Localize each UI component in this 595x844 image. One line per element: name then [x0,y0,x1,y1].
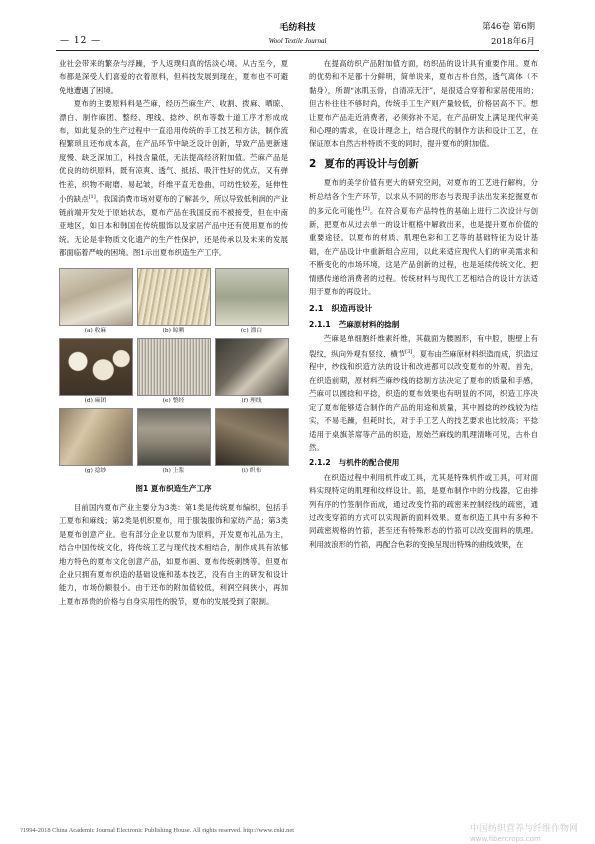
volume-issue: 第46卷 第6期 [482,22,535,32]
figure-panel [138,408,210,476]
paragraph: 目前国内夏布产业主要分为3类：第1类是传统夏布编织，包括手工夏布和麻线；第2类是机织夏布，用于服装服饰和家纺产品；第3类是夏布创意产业。也有部分企业以夏布为原料，开发夏布礼品为主，结合中国传统文化，将传统工艺与现代技术相结合，制作成具有浓郁地方特色的夏布文化创意产品，如夏布画、夏布传统刺绣等。但夏布企业只拥有夏布织造的基础设施和基本技艺，没有自主的研发和设计能力，市场份额很小。由于还布的附加值较低，利润空间狭小，再加上夏布昂贵的价格与自身实用性的脱节，夏布的发展受到了限制。 [59,502,288,606]
header-rule [56,50,539,51]
photo-weaving [215,408,289,466]
figure-panel [216,408,288,476]
paragraph-text: 。我国消费市场对夏布的了解甚少，所以导致低利润的产业链前端开发处于原始状态，夏布产品在我国反而不被接受，但在中南亚地区，如日本和韩国在传统服饰以及家居产品中还有使用夏布的传统。无论是非物质文化遗产的生产性保护，还是传承以及未来的发展都面临着严峻的困境。图1示出夏布织造生产工序。 [59,194,288,258]
section-title: 夏布的再设计与创新 [324,157,419,170]
figure-panel [216,268,288,336]
paragraph-text: 。夏布由苎麻原材料织造而成，织造过程中，纱线和织造方法的设计和改进都可以改变夏布的外观。首先，在织造前期，原材料苎麻纱线的捻制方法决定了夏布的质量和手感，苎麻可以圆捻和平捻，织造的夏布效果也有明显的不同，织造工序决定了夏布能够适合制作的产品的用途和质量，其中圆捻的纱线较为结实，不易毛躁，但耗时长，对于手工艺人的技艺要求也比较高；平捻适用于桌旗茶席等产品的织造，原始苎麻线的肌理清晰可见，古朴自然。 [309,349,538,452]
section-heading [309,158,538,171]
journal-title-cn: 毛纺科技 [279,23,316,33]
photo-sizing [137,408,211,466]
photo-arranging-threads [215,338,289,396]
subfigure-caption: (b) 晾晒 [162,327,185,334]
paragraph [309,332,538,454]
paragraph: 在提高纺织产品附加值方面，纺织品的设计具有重要作用。夏布的优势和不足都十分鲜明，简单说来，夏布古朴自然，透气离体（不黏身），所谓“冰肌玉骨，自清凉无汗”，是很适合穿着和家居使用的；但古朴往往不够时尚，传统手工生产则产量较低，价格居高不下。想让夏布产品走近消费者，必须弥补不足，在产品研发上满足现代审美和心理的需求，在设计理念上，结合现代的制作方法和设计工艺，在保证原本自然古朴特质不变的同时，提升夏布的附加值。 [309,59,538,149]
citation-ref[interactable]: [3] [405,348,413,355]
figure-panel [60,408,132,476]
figure-1 [59,268,288,495]
figure-panel [138,268,210,336]
section-title: 与机件的配合使用 [338,458,400,468]
subfigure-caption: (a) 收麻 [84,327,107,334]
subfigure-caption: (g) 捻纱 [84,467,107,474]
subfigure-caption: (f) 理线 [241,397,262,404]
section-number: 2 [309,157,317,170]
section-title: 织造再设计 [331,303,373,314]
figure-panel [216,338,288,406]
subfigure-caption: (e) 整经 [162,397,185,404]
figure-photo-grid [59,268,288,476]
paragraph [309,176,538,298]
paragraph-text: 苎麻是单细胞纤维素纤维，其截面为腰圆形，有中腔，胞壁上有裂纹，纵向外观有竖纹、横节 [309,334,538,359]
subfigure-caption: (i) 织布 [241,467,262,474]
section-number: 2.1 [309,303,324,314]
paragraph: 业社会带来的繁杂与浮躁，予人返璞归真的恬淡心境。从古至今，夏布都是深受人们喜爱的衣着原料，但科技发展到现在，夏布也不可避免地遭遇了困境。 [59,59,288,95]
photo-drying-fibers [137,268,211,326]
photo-harvest-ramie [59,268,133,326]
issue-info [482,20,535,50]
watermark-url: www.fibercrops.com [470,835,541,843]
subfigure-caption: (c) 漂白 [240,327,263,334]
figure-panel [138,338,210,406]
photo-twisting-yarn [59,408,133,466]
paragraph-text: 。在符合夏布产品特性的基础上进行二次设计与创新，把夏布从过去单一的设计框格中解救出来，也是提升夏布价值的重要途径。以夏布的材质、肌理色彩和工艺等的基础特征为设计基础，在产品设计中重新组合应用，以此来适应现代人们的审美需求和不断变化的市场环境，这是产品创新的过程，也是延续传统文化、把情感传递给消费者的过程。传统材料与现代工艺相结合的设计方法适用于夏布的再设计。 [309,206,538,296]
subfigure-caption: (h) 上浆 [162,467,185,474]
subsubsection-heading [309,318,538,331]
section-title: 苎麻原材料的捻制 [338,319,400,329]
citation-ref[interactable]: [1] [88,194,96,201]
copyright-footer: ?1994-2018 China Academic Journal Electronic Publishing House. All rights reserved. http://www.cnki.net [20,827,294,834]
paragraph-text: 夏布的主要原料料是苎麻，经历苎麻生产、收割、拨麻、晒晾、漂白、制作麻团、整经、理线、捻纱、织布等数十道工序才形成成布，如此复杂的生产过程中一直沿用传统的手工技艺和方法，制作流程繁琐且还布成本高，在产品环节中缺乏设计创新，导致产品更新速度慢、缺乏深加工，科技含量低，无法提高经济附加值。苎麻产品是优良的纺织原料，既有凉爽、透气、抵括、吸汗性好的优点，又有弹性差，织物不耐磨、易起皱，纤维平直无卷曲，可纺性较差，延伸性小的缺点 [59,99,288,204]
right-column [309,57,538,551]
photo-warping [137,338,211,396]
paragraph-text: 夏布的美学价值有更大的研究空间，对夏布的工艺进行解构，分析总结各个生产环节，以求从不同的形态与表现手法出发来挖掘夏布的多元化可能性 [309,178,538,216]
figure-panel [60,338,132,406]
paragraph [59,97,288,259]
left-column [59,57,288,608]
subsubsection-heading [309,456,538,469]
paragraph: 在织造过程中利用机件或工具，尤其是特殊机件或工具，可对面料实现特定的肌理和纹样设计。筘，是夏布制作中的分线器，它由排列有序的竹签制作而成，通过改变竹筘的疏密来控制经线的疏密，通过改变穿筘的方式可以实现新的面料效果。夏布织造工具中有多种不同疏密规格的竹筘，甚至还有特殊形态的竹筘可以改变面料的肌理。利用波浪形的竹筘，再配合色彩的变换呈现出特殊的曲线效果，在 [309,472,538,549]
subfigure-caption: (d) 麻团 [84,397,107,404]
photo-bleaching [215,268,289,326]
photo-ramie-balls [59,338,133,396]
subsection-heading [309,302,538,315]
figure-caption: 图1 夏布织造生产工序 [135,483,212,493]
section-number: 2.1.1 [309,319,331,329]
watermark [470,824,578,844]
page-number: — 12 — [60,36,102,46]
figure-panel [60,268,132,336]
citation-ref[interactable]: [2] [362,206,370,213]
watermark-text: 中国纺织营养与纤维作物网 [470,824,579,834]
section-number: 2.1.2 [309,458,331,468]
publication-date: 2018年6月 [490,37,535,47]
journal-title-en: Wool Textile Journal [268,37,327,45]
